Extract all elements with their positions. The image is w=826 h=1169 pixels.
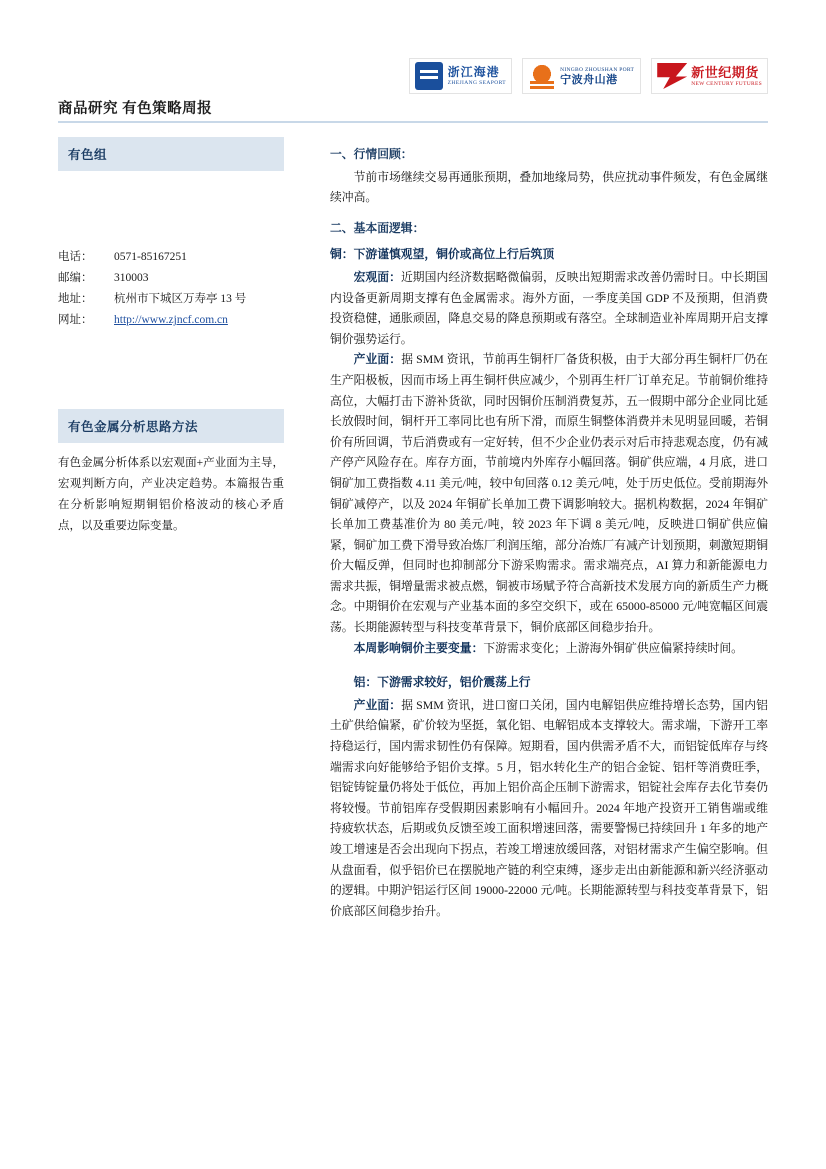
- copper-macro-body: 近期国内经济数据略微偏弱，反映出短期需求改善仍需时日。中长期国内设备更新周期支撑有色金属需求。海外方面，一季度美国 GDP 不及预期，但消费投资稳健，通胀顽固，降息交易的降息预期或有落空。全球制造业补库周期开启支撑铜价强势运行。: [330, 269, 768, 346]
- new-century-logo-en: NEW CENTURY FUTURES: [691, 80, 762, 87]
- aluminum-industry-body: 据 SMM 资讯，进口窗口关闭，国内电解铝供应维持增长态势，国内铝土矿供给偏紧，矿价较为坚挺，氧化铝、电解铝成本支撑较大。需求端，下游开工率持稳运行，国内需求韧性仍有保障。短期看，国内供需矛盾不大，而铝锭低库存与终端需求向好能够给予铝价支撑。5 月，铝水转化生产的铝合金锭、铝杆等消费旺季，铝锭铸锭量仍将处于低位，再加上铝价高企压制下游需求，铝锭社会库存去化节奏仍将较慢。节前铝库存受假期因素影响有小幅回升。2024 年地产投资开工销售端或维持疲软状态，后期或负反馈至竣工面积增速回落，需要警惕已持续回升 1 年多的地产竣工增速是否会出现向下拐点，若竣工增速放缓回落，对铝材需求产生偏空影响。但从盘面看，似乎铝价已在摆脱地产链的利空束缚，逐步走出由新能源和新兴经济驱动的逻辑。中期沪铝运行区间 19000-22000 元/吨。长期能源转型与科技变革背景下，铝价底部区间稳步抬升。: [330, 697, 768, 918]
- copper-industry-paragraph: [330, 349, 768, 637]
- contact-address-value: 杭州市下城区万寿亭 13 号: [114, 293, 247, 305]
- copper-title: 铜：下游谨慎观望，铜价或高位上行后筑顶: [330, 247, 555, 262]
- copper-macro-paragraph: [330, 267, 768, 349]
- header-divider: [58, 121, 768, 123]
- copper-variable-label: 本周影响铜价主要变量：: [353, 640, 484, 655]
- copper-variable-body: 下游需求变化；上游海外铜矿供应偏紧持续时间。: [483, 640, 743, 655]
- zhejiang-seaport-logo: [409, 58, 512, 94]
- section-1-body: 节前市场继续交易再通胀预期，叠加地缘局势，供应扰动事件频发，有色金属继续冲高。: [330, 169, 768, 205]
- copper-industry-label: 产业面：: [353, 352, 402, 367]
- ningbo-port-logo-en: NINGBO ZHOUSHAN PORT: [560, 66, 635, 73]
- copper-macro-label: 宏观面：: [353, 269, 401, 284]
- section-2-title: 二、基本面逻辑：: [330, 220, 425, 235]
- logo-row: [409, 58, 768, 94]
- copper-industry-body: 据 SMM 资讯，节前再生铜杆厂备货积极，由于大部分再生铜杆厂仍在生产阳极板，因而市场上再生铜杆供应减少，个别再生杆厂订单充足。节前铜价维持高位，大幅打击下游补货欲，同时因铜价压制消费复苏，五一假期中部分企业同比延长放假时间，铜杆开工率同比也有所下滑，而原生铜整体消费并未见明显回暖，若铜价有所回调，节后消费或有一定好转，但不少企业仍表示对后市持悲观态度，仍有减产停产风险存在。库存方面，节前境内外库存小幅回落。铜矿供应端，4 月底，进口铜矿加工费指数 4.11 美元/吨，较中旬回落 0.12 美元/吨，处于历史低位。受前期海外铜矿减停产，以及 2024 年铜矿长单加工费下调影响较大。据机构数据，2024 年铜矿长单加工费基准价为 80 美元/吨，较 2023 年下调 8 美元/吨，反映进口铜矿供应偏紧，铜矿加工费下滑导致冶炼厂利润压缩，部分冶炼厂有减产计划预期，刺激短期铜价大幅反弹，但同时也抑制部分下游采购需求。需求端亮点，AI 算力和新能源电力需求共振，铜增量需求被点燃，铜被市场赋予符合高新技术发展方向的新质生产力概念。中期铜价在宏观与产业基本面的多空交织下，或在 65000-85000 元/吨宽幅区间震荡。长期能源转型与科技变革背景下，铜价底部区间稳步抬升。: [330, 352, 768, 635]
- contact-zip-row: [58, 268, 284, 289]
- zhejiang-seaport-logo-en: ZHEJIANG SEAPORT: [447, 79, 507, 86]
- new-century-logo-cn: 新世纪期货: [691, 64, 759, 80]
- ningbo-port-logo-cn: 宁波舟山港: [560, 73, 618, 86]
- contact-zip-label: 邮编：: [58, 272, 93, 284]
- contact-zip-value: 310003: [114, 272, 149, 284]
- aluminum-industry-paragraph: [330, 695, 768, 922]
- aluminum-title: 铝：下游需求较好，铝价震荡上行: [353, 675, 531, 690]
- main-content: [330, 144, 768, 921]
- contact-address-label: 地址：: [58, 293, 93, 305]
- spacer: [330, 210, 768, 218]
- contact-phone-row: [58, 247, 284, 268]
- ningbo-zhoushan-port-logo: [522, 58, 641, 94]
- copper-variable-paragraph: [330, 638, 768, 659]
- spacer-2: [330, 658, 768, 666]
- contact-phone-value: 0571-85167251: [114, 251, 187, 263]
- page-title: 商品研究 有色策略周报: [58, 101, 213, 117]
- contact-website-label: 网址：: [58, 314, 93, 326]
- new-century-futures-logo: [651, 58, 768, 94]
- section-1-title: 一、行情回顾：: [330, 147, 413, 161]
- contact-website-link[interactable]: http://www.zjncf.com.cn: [114, 314, 228, 326]
- method-title: 有色金属分析思路方法: [58, 409, 284, 443]
- aluminum-industry-label: 产业面：: [353, 697, 402, 712]
- sidebar: [58, 137, 284, 537]
- contact-phone-label: 电话：: [58, 251, 93, 263]
- contact-address-row: [58, 289, 284, 310]
- contact-block: [58, 247, 284, 331]
- zhejiang-seaport-logo-cn: 浙江海港: [447, 64, 500, 79]
- seaport-mark-icon: [415, 62, 443, 90]
- method-body: 有色金属分析体系以宏观面+产业面为主导，宏观判断方向，产业决定趋势。本篇报告重在分析影响短期铜铝价格波动的核心矛盾点，以及重要边际变量。: [58, 457, 284, 532]
- contact-website-row: [58, 310, 284, 331]
- swoosh-icon: [657, 63, 687, 89]
- sunrise-icon: [529, 63, 555, 89]
- sidebar-group-title: 有色组: [58, 137, 284, 171]
